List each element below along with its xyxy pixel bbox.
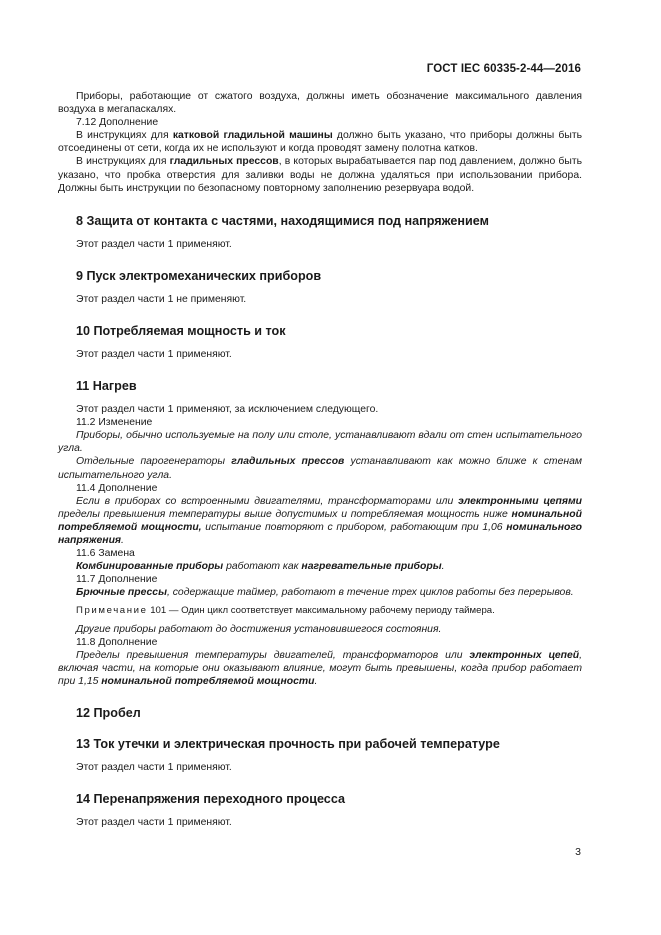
term-rated-power-input: номинальной потребляемой мощности, <box>58 508 582 533</box>
section-13-title: 13 Ток утечки и электрическая прочность при рабочей температуре <box>76 737 500 751</box>
term-combined-appliances: Комбинированные приборы <box>76 561 224 573</box>
text: Пределы превышения температуры двигателей, трансформаторов или <box>76 649 470 661</box>
section-8-title: 8 Защита от контакта с частями, находящимися под напряжением <box>76 213 489 228</box>
text: испытание повторяют с прибором, работающим при 1,06 <box>201 521 507 533</box>
section-9-title: 9 Пуск электромеханических приборов <box>76 268 322 283</box>
term-ironing-press: гладильных прессов <box>231 456 345 468</box>
clause-11-6-heading: 11.6 Замена <box>76 548 135 560</box>
paragraph-compressed-air: Приборы, работающие от сжатого воздуха, должны иметь обозначение максимального давления воздуха в мегапаскалях. <box>58 91 582 116</box>
paragraph-11-2-a: Приборы, обычно используемые на полу или столе, устанавливают вдали от стен испытательного угла. <box>58 430 582 455</box>
term-rated-voltage: номинального напряжения <box>58 521 583 546</box>
term-ironing-machine: катковой гладильной машины <box>172 130 333 142</box>
section-8-text: Этот раздел части 1 применяют. <box>76 238 232 250</box>
text: , включая части, на которые они оказывают влияние, могут быть превышены, когда прибор работает при 1,15 <box>58 649 582 687</box>
paragraph-11-2-b <box>58 455 582 481</box>
section-10-text: Этот раздел части 1 применяют. <box>76 348 232 360</box>
clause-11-7-heading: 11.7 Дополнение <box>76 574 158 586</box>
term-electronic-circuits: электронными цепями <box>458 495 582 507</box>
page-number: 3 <box>575 846 581 858</box>
document-code: ГОСТ IEC 60335-2-44—2016 <box>426 63 581 75</box>
text: . <box>314 675 318 687</box>
section-11-intro: Этот раздел части 1 применяют, за исключением следующего. <box>76 404 379 416</box>
term-electronic-circuits: электронных цепей <box>469 649 580 661</box>
section-11-title: 11 Нагрев <box>76 379 137 394</box>
text: В инструкциях для <box>76 156 170 168</box>
text: , содержащие таймер, работают в течение трех циклов работы без перерывов. <box>166 587 574 599</box>
paragraph-11-7-b: Другие приборы работают до достижения установившегося состояния. <box>76 623 442 635</box>
clause-11-2-heading: 11.2 Изменение <box>76 417 153 429</box>
paragraph-11-4 <box>58 495 582 547</box>
section-9-text: Этот раздел части 1 не применяют. <box>76 293 247 305</box>
section-14-title: 14 Перенапряжения переходного процесса <box>76 792 345 807</box>
term-trouser-presses: Брючные прессы <box>76 587 167 599</box>
note-101 <box>58 604 582 617</box>
paragraph-7-12-a <box>58 129 582 155</box>
note-text: 101 — Один цикл соответствует максимальному рабочему периоду таймера. <box>147 605 495 617</box>
clause-11-4-heading: 11.4 Дополнение <box>76 482 158 494</box>
clause-7-12-heading: 7.12 Дополнение <box>76 117 159 129</box>
text: устанавливают как можно ближе к стенам испытательного угла. <box>58 456 582 481</box>
text: . <box>121 534 124 546</box>
text: пределы превышения температуры выше допустимых и потребляемая мощность ниже <box>58 508 512 520</box>
text: Отдельные парогенераторы <box>76 456 232 468</box>
term-rated-power-input: номинальной потребляемой мощности <box>101 675 315 687</box>
text: работают как <box>223 561 302 573</box>
text: . <box>441 561 445 573</box>
note-label: Примечание <box>76 605 148 617</box>
term-heating-appliances: нагревательные приборы <box>301 561 442 573</box>
paragraph-7-12-b <box>58 155 582 194</box>
text: Если в приборах со встроенными двигателями, трансформаторами или <box>76 495 459 507</box>
text: , в которых вырабатывается пар под давлением, должно быть указано, что пробка отверстия для заливки воды не должна удаляться при использовании прибора. Должны быть инструкции по безопасному повторному заполнению резервуара водой. <box>58 156 582 194</box>
section-14-text: Этот раздел части 1 применяют. <box>76 817 232 829</box>
page-content <box>58 90 582 829</box>
paragraph-11-8 <box>58 649 582 688</box>
section-10-title: 10 Потребляемая мощность и ток <box>76 323 286 338</box>
text: В инструкциях для <box>76 130 173 142</box>
text: должно быть указано, что приборы должны быть отсоединены от сети, когда их не используют и когда проводят замену полотна катков. <box>58 130 583 155</box>
section-12-title: 12 Пробел <box>76 706 141 720</box>
paragraph-11-6 <box>58 560 582 573</box>
section-13-text: Этот раздел части 1 применяют. <box>76 762 232 773</box>
term-ironing-press: гладильных прессов <box>169 156 279 168</box>
paragraph-11-7 <box>58 586 582 599</box>
clause-11-8-heading: 11.8 Дополнение <box>76 636 158 648</box>
